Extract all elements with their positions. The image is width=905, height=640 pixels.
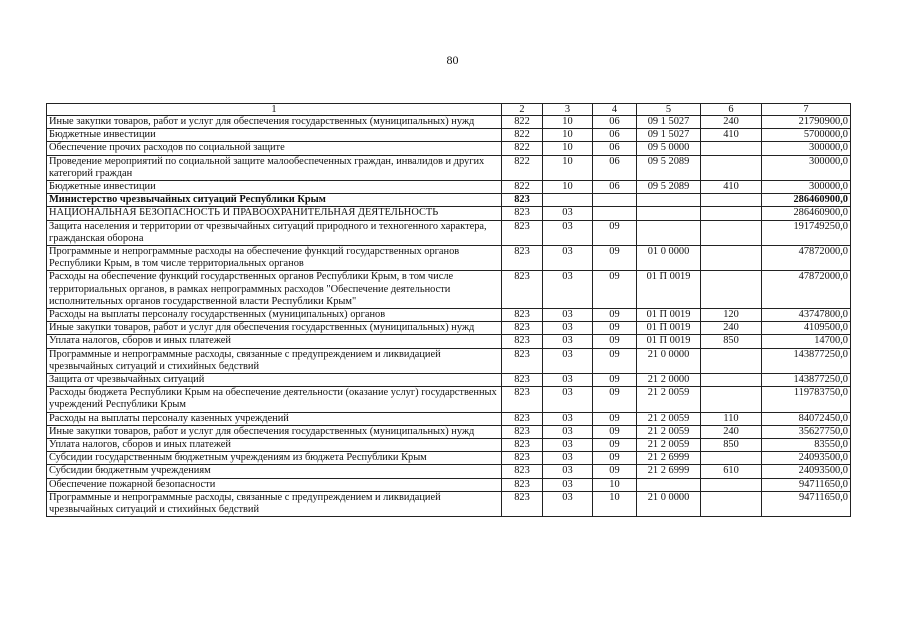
table-row: [47, 271, 851, 309]
row-amount: 24093500,0: [762, 452, 851, 465]
row-rz: 03: [543, 491, 593, 516]
row-rz: 03: [543, 439, 593, 452]
row-gr: 823: [502, 439, 543, 452]
row-pr: 06: [593, 181, 637, 194]
row-pr: 09: [593, 439, 637, 452]
row-rz: 03: [543, 207, 593, 220]
row-name: Субсидии государственным бюджетным учреждениям из бюджета Республики Крым: [47, 452, 502, 465]
row-amount: 300000,0: [762, 155, 851, 180]
table-row: [47, 374, 851, 387]
row-name: Иные закупки товаров, работ и услуг для обеспечения государственных (муниципальных) нужд: [47, 322, 502, 335]
row-name: Министерство чрезвычайных ситуаций Республики Крым: [47, 194, 502, 207]
row-name: Программные и непрограммные расходы, связанные с предупреждением и ликвидацией чрезвычайных ситуаций и стихийных бедствий: [47, 348, 502, 373]
row-rz: 03: [543, 335, 593, 348]
table-row: [47, 194, 851, 207]
row-pr: 09: [593, 425, 637, 438]
row-vr: [701, 452, 762, 465]
table-row: [47, 387, 851, 412]
row-pr: 09: [593, 387, 637, 412]
row-csr: 21 0 0000: [637, 491, 701, 516]
row-gr: 823: [502, 425, 543, 438]
row-rz: 03: [543, 452, 593, 465]
row-vr: 610: [701, 465, 762, 478]
row-name: Расходы на выплаты персоналу казенных учреждений: [47, 412, 502, 425]
row-csr: 09 1 5027: [637, 116, 701, 129]
row-vr: 850: [701, 335, 762, 348]
table-row: [47, 309, 851, 322]
table-row: [47, 348, 851, 373]
row-csr: [637, 207, 701, 220]
row-csr: 21 2 6999: [637, 465, 701, 478]
row-amount: 300000,0: [762, 181, 851, 194]
row-amount: 43747800,0: [762, 309, 851, 322]
row-csr: 21 2 6999: [637, 452, 701, 465]
row-rz: 10: [543, 155, 593, 180]
row-gr: 822: [502, 129, 543, 142]
row-gr: 823: [502, 452, 543, 465]
row-name: Обеспечение прочих расходов по социальной защите: [47, 142, 502, 155]
row-pr: 10: [593, 478, 637, 491]
row-name: Обеспечение пожарной безопасности: [47, 478, 502, 491]
row-vr: 110: [701, 412, 762, 425]
row-name: Программные и непрограммные расходы на обеспечение функций государственных органов Республики Крым, в том числе территориальных органов: [47, 246, 502, 271]
row-vr: 850: [701, 439, 762, 452]
row-amount: 14700,0: [762, 335, 851, 348]
row-name: НАЦИОНАЛЬНАЯ БЕЗОПАСНОСТЬ И ПРАВООХРАНИТЕЛЬНАЯ ДЕЯТЕЛЬНОСТЬ: [47, 207, 502, 220]
row-rz: 03: [543, 374, 593, 387]
row-rz: 10: [543, 142, 593, 155]
row-csr: 09 1 5027: [637, 129, 701, 142]
row-amount: 47872000,0: [762, 246, 851, 271]
row-vr: [701, 387, 762, 412]
row-pr: 09: [593, 271, 637, 309]
table-row: [47, 322, 851, 335]
row-pr: 09: [593, 452, 637, 465]
row-pr: [593, 194, 637, 207]
row-csr: 01 П 0019: [637, 335, 701, 348]
row-vr: 410: [701, 181, 762, 194]
row-amount: 47872000,0: [762, 271, 851, 309]
row-amount: 21790900,0: [762, 116, 851, 129]
table-row: [47, 181, 851, 194]
row-name: Расходы на обеспечение функций государственных органов Республики Крым, в том числе территориальных органов, в рамках непрограммных расходов "Обеспечение деятельности исполнительных органов государственной власти Республики Крым": [47, 271, 502, 309]
row-vr: [701, 142, 762, 155]
row-name: Бюджетные инвестиции: [47, 129, 502, 142]
row-pr: 09: [593, 348, 637, 373]
row-vr: 410: [701, 129, 762, 142]
row-rz: 03: [543, 425, 593, 438]
row-amount: 5700000,0: [762, 129, 851, 142]
row-csr: 21 2 0059: [637, 412, 701, 425]
row-gr: 823: [502, 335, 543, 348]
row-rz: 03: [543, 322, 593, 335]
table-row: [47, 478, 851, 491]
row-name: Расходы бюджета Республики Крым на обеспечение деятельности (оказание услуг) государственных учреждений Республики Крым: [47, 387, 502, 412]
row-gr: 823: [502, 220, 543, 245]
header-cell: 5: [637, 104, 701, 116]
row-vr: [701, 155, 762, 180]
row-csr: 21 2 0000: [637, 374, 701, 387]
row-gr: 823: [502, 348, 543, 373]
row-pr: 09: [593, 246, 637, 271]
row-gr: 823: [502, 207, 543, 220]
row-name: Расходы на выплаты персоналу государственных (муниципальных) органов: [47, 309, 502, 322]
row-name: Бюджетные инвестиции: [47, 181, 502, 194]
row-gr: 823: [502, 491, 543, 516]
row-csr: 01 0 0000: [637, 246, 701, 271]
row-csr: 09 5 2089: [637, 155, 701, 180]
row-gr: 823: [502, 465, 543, 478]
row-csr: [637, 220, 701, 245]
table-row: [47, 155, 851, 180]
row-amount: 119783750,0: [762, 387, 851, 412]
row-amount: 24093500,0: [762, 465, 851, 478]
row-amount: 191749250,0: [762, 220, 851, 245]
row-name: Проведение мероприятий по социальной защите малообеспеченных граждан, инвалидов и других категорий граждан: [47, 155, 502, 180]
row-vr: [701, 271, 762, 309]
table-row: [47, 220, 851, 245]
row-pr: 09: [593, 412, 637, 425]
row-amount: 84072450,0: [762, 412, 851, 425]
row-name: Уплата налогов, сборов и иных платежей: [47, 439, 502, 452]
row-amount: 143877250,0: [762, 374, 851, 387]
row-csr: 21 2 0059: [637, 387, 701, 412]
row-amount: 35627750,0: [762, 425, 851, 438]
table-row: [47, 207, 851, 220]
row-pr: 06: [593, 142, 637, 155]
row-gr: 823: [502, 374, 543, 387]
row-rz: 10: [543, 129, 593, 142]
row-pr: 06: [593, 155, 637, 180]
row-rz: 10: [543, 116, 593, 129]
row-rz: 10: [543, 181, 593, 194]
budget-table: [46, 103, 851, 517]
row-amount: 94711650,0: [762, 478, 851, 491]
table-row: [47, 412, 851, 425]
row-vr: 240: [701, 116, 762, 129]
row-name: Иные закупки товаров, работ и услуг для обеспечения государственных (муниципальных) нужд: [47, 425, 502, 438]
row-amount: 286460900,0: [762, 194, 851, 207]
row-amount: 300000,0: [762, 142, 851, 155]
row-csr: 21 2 0059: [637, 439, 701, 452]
row-pr: [593, 207, 637, 220]
row-gr: 823: [502, 309, 543, 322]
row-pr: 09: [593, 465, 637, 478]
row-pr: 06: [593, 129, 637, 142]
row-vr: [701, 491, 762, 516]
row-vr: 240: [701, 322, 762, 335]
row-gr: 823: [502, 322, 543, 335]
table-row: [47, 465, 851, 478]
row-rz: 03: [543, 465, 593, 478]
row-amount: 4109500,0: [762, 322, 851, 335]
table-row: [47, 142, 851, 155]
row-rz: [543, 194, 593, 207]
row-csr: [637, 194, 701, 207]
row-rz: 03: [543, 412, 593, 425]
row-csr: 21 2 0059: [637, 425, 701, 438]
row-vr: [701, 194, 762, 207]
row-name: Уплата налогов, сборов и иных платежей: [47, 335, 502, 348]
row-gr: 823: [502, 194, 543, 207]
row-gr: 823: [502, 271, 543, 309]
row-name: Программные и непрограммные расходы, связанные с предупреждением и ликвидацией чрезвычайных ситуаций и стихийных бедствий: [47, 491, 502, 516]
header-cell: 6: [701, 104, 762, 116]
header-cell: 7: [762, 104, 851, 116]
row-rz: 03: [543, 478, 593, 491]
row-gr: 822: [502, 155, 543, 180]
row-vr: 120: [701, 309, 762, 322]
row-vr: [701, 246, 762, 271]
row-rz: 03: [543, 387, 593, 412]
row-vr: [701, 374, 762, 387]
table-row: [47, 425, 851, 438]
row-vr: [701, 478, 762, 491]
row-csr: 09 5 2089: [637, 181, 701, 194]
table-row: [47, 129, 851, 142]
row-pr: 09: [593, 220, 637, 245]
row-amount: 83550,0: [762, 439, 851, 452]
row-pr: 09: [593, 374, 637, 387]
header-cell: 3: [543, 104, 593, 116]
row-rz: 03: [543, 271, 593, 309]
row-pr: 06: [593, 116, 637, 129]
row-csr: 01 П 0019: [637, 271, 701, 309]
table-row: [47, 491, 851, 516]
table-row: [47, 335, 851, 348]
row-csr: 01 П 0019: [637, 309, 701, 322]
table-row: [47, 452, 851, 465]
header-cell: 2: [502, 104, 543, 116]
row-pr: 09: [593, 322, 637, 335]
row-pr: 10: [593, 491, 637, 516]
row-pr: 09: [593, 309, 637, 322]
row-name: Защита населения и территории от чрезвычайных ситуаций природного и техногенного характера, гражданская оборона: [47, 220, 502, 245]
row-name: Субсидии бюджетным учреждениям: [47, 465, 502, 478]
row-rz: 03: [543, 220, 593, 245]
row-vr: [701, 348, 762, 373]
page-number: 80: [446, 53, 459, 67]
row-name: Иные закупки товаров, работ и услуг для обеспечения государственных (муниципальных) нужд: [47, 116, 502, 129]
row-rz: 03: [543, 348, 593, 373]
row-rz: 03: [543, 309, 593, 322]
table-body: [47, 104, 851, 517]
table-row: [47, 116, 851, 129]
table-row: [47, 439, 851, 452]
row-vr: 240: [701, 425, 762, 438]
row-gr: 823: [502, 387, 543, 412]
row-gr: 823: [502, 478, 543, 491]
row-csr: 21 0 0000: [637, 348, 701, 373]
row-csr: [637, 478, 701, 491]
header-cell: 1: [47, 104, 502, 116]
row-name: Защита от чрезвычайных ситуаций: [47, 374, 502, 387]
row-pr: 09: [593, 335, 637, 348]
row-amount: 94711650,0: [762, 491, 851, 516]
row-gr: 822: [502, 142, 543, 155]
table-row: [47, 246, 851, 271]
row-amount: 286460900,0: [762, 207, 851, 220]
row-vr: [701, 220, 762, 245]
row-gr: 823: [502, 412, 543, 425]
row-gr: 822: [502, 181, 543, 194]
row-csr: 09 5 0000: [637, 142, 701, 155]
header-row: [47, 104, 851, 116]
row-gr: 822: [502, 116, 543, 129]
row-csr: 01 П 0019: [637, 322, 701, 335]
row-gr: 823: [502, 246, 543, 271]
row-amount: 143877250,0: [762, 348, 851, 373]
header-cell: 4: [593, 104, 637, 116]
row-rz: 03: [543, 246, 593, 271]
row-vr: [701, 207, 762, 220]
